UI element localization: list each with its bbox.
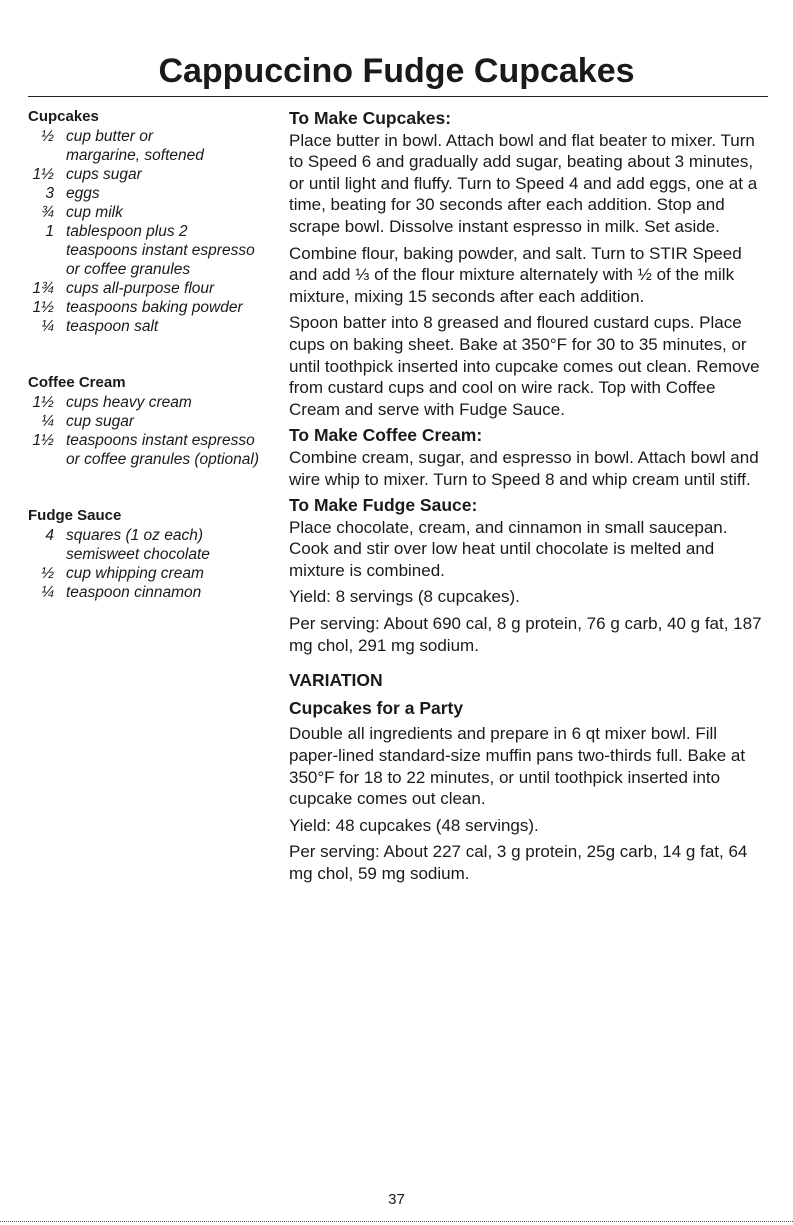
- paragraph: Place chocolate, cream, and cinnamon in small saucepan. Cook and stir over low heat until chocolate is melted and mixture is combined.: [289, 517, 728, 580]
- ingredient-item: [28, 564, 228, 583]
- ingredient-group-cupcakes: [28, 108, 278, 336]
- ingredient-qty: 1½: [32, 299, 54, 316]
- ingredient-qty: 1: [45, 223, 54, 240]
- ingredient-item: [28, 431, 273, 469]
- yield-text: Yield: 8 servings (8 cupcakes).: [289, 587, 520, 607]
- ingredient-item: [28, 279, 268, 298]
- ingredient-item: [28, 298, 268, 317]
- title-rule: [28, 96, 768, 97]
- ingredient-item: [28, 203, 278, 222]
- ingredient-qty: ½: [41, 128, 54, 145]
- ingredient-item: [28, 222, 268, 279]
- ingredient-qty: 3: [45, 185, 54, 202]
- ingredient-text: cup whipping cream: [66, 565, 204, 582]
- ingredient-text: teaspoon cinnamon: [66, 584, 202, 601]
- ingredients-column: [28, 108, 278, 602]
- ingredient-text: cup sugar: [66, 413, 135, 430]
- ingredient-qty: 1¾: [32, 280, 54, 297]
- ingredient-text: teaspoon salt: [66, 318, 159, 335]
- ingredient-heading: Cupcakes: [28, 108, 99, 125]
- paragraph: Double all ingredients and prepare in 6 qt mixer bowl. Fill paper-lined standard-size muffin pans two-thirds full. Bake at 350°F for 18 to 22 minutes, or until toothpick inserted into cupcake comes out clean.: [289, 724, 746, 809]
- ingredient-item: [28, 526, 273, 564]
- nutrition-text: Per serving: About 227 cal, 3 g protein, 25g carb, 14 g fat, 64 mg chol, 59 mg sodium.: [289, 842, 748, 883]
- ingredient-heading: Coffee Cream: [28, 374, 126, 391]
- instructions-column: [289, 108, 769, 890]
- ingredient-text: teaspoons baking powder: [66, 299, 243, 316]
- ingredient-qty: ¾: [41, 204, 54, 221]
- ingredient-text: cups heavy cream: [66, 394, 192, 411]
- ingredient-qty: 1½: [32, 394, 54, 411]
- ingredient-qty: ½: [41, 565, 54, 582]
- ingredient-item: [28, 165, 278, 184]
- ingredient-item: [28, 317, 278, 336]
- section-heading-make-cupcakes: To Make Cupcakes:: [289, 108, 452, 128]
- page-title: Cappuccino Fudge Cupcakes: [158, 52, 635, 90]
- ingredient-text: teaspoons instant espresso or coffee granules (optional): [66, 432, 260, 468]
- ingredient-qty: ¼: [41, 413, 54, 430]
- page-number: 37: [388, 1191, 405, 1208]
- yield-text: Yield: 48 cupcakes (48 servings).: [289, 815, 539, 835]
- ingredient-item: [28, 583, 278, 602]
- ingredient-heading: Fudge Sauce: [28, 507, 122, 524]
- paragraph: Combine cream, sugar, and espresso in bowl. Attach bowl and wire whip to mixer. Turn to Speed 8 and whip cream until stiff.: [289, 447, 759, 489]
- section-heading-make-coffee-cream: To Make Coffee Cream:: [289, 425, 483, 446]
- ingredient-item: [28, 393, 278, 412]
- nutrition-text: Per serving: About 690 cal, 8 g protein, 76 g carb, 40 g fat, 187 mg chol, 291 mg sodium.: [289, 614, 762, 655]
- ingredient-qty: 1½: [32, 166, 54, 183]
- ingredient-text: cups sugar: [66, 166, 142, 183]
- ingredient-qty: 1½: [32, 432, 54, 449]
- ingredient-text: squares (1 oz each) semisweet chocolate: [66, 527, 210, 563]
- section-heading-make-fudge-sauce: To Make Fudge Sauce:: [289, 495, 478, 516]
- section-heading-variation: Cupcakes for a Party: [289, 697, 464, 718]
- ingredient-text: eggs: [66, 185, 100, 202]
- ingredient-text: cups all-purpose flour: [66, 280, 215, 297]
- paragraph: Spoon batter into 8 greased and floured custard cups. Place cups on baking sheet. Bake at 350°F for 30 to 35 minutes, or until toothpick inserted into cupcake comes out clean. Remove from custard cups and cool on wire rack. Top with Coffee Cream and serve with Fudge Sauce.: [289, 313, 760, 419]
- ingredient-qty: ¼: [41, 584, 54, 601]
- paragraph: Combine flour, baking powder, and salt. Turn to STIR Speed and add ⅓ of the flour mixture alternately with ½ of the milk mixture, mixing 15 seconds after each addition.: [289, 243, 742, 306]
- ingredient-text: cup milk: [66, 204, 123, 221]
- paragraph: Place butter in bowl. Attach bowl and flat beater to mixer. Turn to Speed 6 and gradually add sugar, beating about 3 minutes, or until light and fluffy. Turn to Speed 4 and add eggs, one at a time, beating for 30 seconds after each addition. Stop and scrape bowl. Dissolve instant espresso in milk. Set aside.: [289, 130, 758, 236]
- ingredient-item: [28, 412, 278, 431]
- bottom-rule: [0, 1221, 793, 1222]
- ingredient-text: cup butter or margarine, softened: [66, 128, 204, 164]
- ingredient-group-coffee-cream: [28, 374, 278, 469]
- ingredient-group-fudge-sauce: [28, 507, 278, 602]
- ingredient-text: tablespoon plus 2 teaspoons instant espresso or coffee granules: [66, 223, 255, 278]
- variation-label: VARIATION: [289, 670, 383, 691]
- ingredient-qty: ¼: [41, 318, 54, 335]
- ingredient-qty: 4: [45, 527, 54, 544]
- ingredient-item: [28, 184, 278, 203]
- ingredient-item: [28, 127, 228, 165]
